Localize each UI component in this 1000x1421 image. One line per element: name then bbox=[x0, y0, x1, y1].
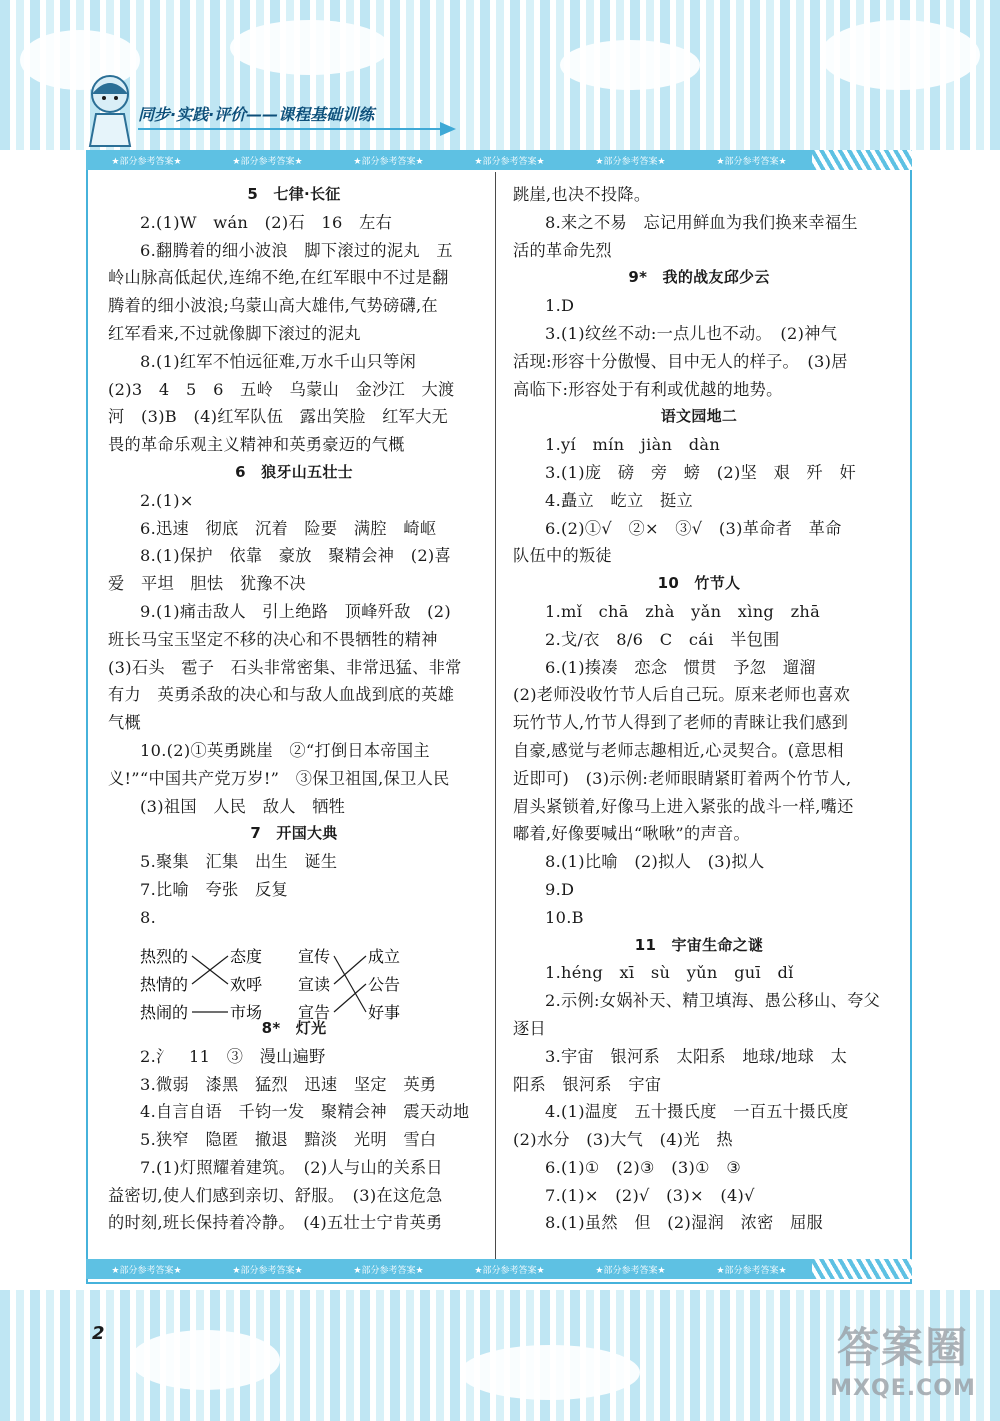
answer-line: 8.(1)红军不怕远征难,万水千山只等闲 bbox=[140, 351, 417, 371]
section-heading: 语文园地二 bbox=[660, 407, 738, 426]
section-heading: 10 竹节人 bbox=[657, 574, 741, 593]
cloud-decoration bbox=[130, 1330, 280, 1390]
answer-line: 6.(2)①√ ②× ③√ (3)革命者 革命 bbox=[545, 518, 842, 538]
answer-line: 9.D bbox=[545, 879, 575, 899]
answer-line: 6.翻腾着的细小波浪 脚下滚过的泥丸 五 bbox=[140, 240, 453, 260]
answer-line: 8.(1)比喻 (2)拟人 (3)拟人 bbox=[545, 852, 765, 872]
header-underline bbox=[138, 128, 448, 130]
match-right-word: 宣传 bbox=[298, 947, 331, 966]
match-left-target: 态度 bbox=[230, 947, 263, 966]
answer-line: (2)3 4 5 6 五岭 乌蒙山 金沙江 大渡 bbox=[108, 379, 455, 399]
right-column bbox=[513, 181, 885, 1237]
strip-label: ★部分参考答案★ bbox=[716, 156, 787, 167]
section-heading: 7 开国大典 bbox=[250, 824, 338, 843]
answer-line: 班长马宝玉坚定不移的决心和不畏牺牲的精神 bbox=[108, 629, 438, 649]
match-right-target: 成立 bbox=[368, 947, 401, 966]
answer-line: 气概 bbox=[108, 713, 141, 733]
answer-line: 7.(1)灯照耀着建筑。 (2)人与山的关系日 bbox=[140, 1157, 443, 1177]
cloud-decoration bbox=[560, 40, 700, 90]
header-title: 同步·实践·评价——课程基础训练 bbox=[138, 105, 375, 124]
answer-line: 6.(1)① (2)③ (3)① ③ bbox=[545, 1157, 742, 1177]
answer-line: 1.yí mín jiàn dàn bbox=[545, 435, 721, 455]
column-divider bbox=[495, 172, 496, 1259]
answer-line: 岭山脉高低起伏,连绵不绝,在红军眼中不过是翻 bbox=[108, 268, 449, 288]
answer-line: 玩竹节人,竹节人得到了老师的青睐让我们感到 bbox=[513, 713, 849, 733]
answer-line: 7.(1)× (2)√ (3)× (4)√ bbox=[545, 1185, 755, 1205]
answer-line: 5.聚集 汇集 出生 诞生 bbox=[140, 852, 338, 872]
strip-label: ★部分参考答案★ bbox=[111, 1265, 182, 1276]
match-right-word: 宣读 bbox=[298, 975, 331, 994]
answer-line: 10.B bbox=[545, 907, 584, 927]
answer-line: 跳崖,也决不投降。 bbox=[513, 185, 651, 204]
match-right-target: 好事 bbox=[368, 1003, 401, 1022]
strip-label: ★部分参考答案★ bbox=[474, 1265, 545, 1276]
answer-line: 6.迅速 彻底 沉着 险要 满腔 崎岖 bbox=[140, 518, 437, 538]
answer-line: 活现:形容十分傲慢、目中无人的样子。 (3)居 bbox=[513, 351, 848, 371]
header-arrow-icon bbox=[440, 122, 456, 136]
watermark-logo bbox=[818, 1322, 988, 1414]
answer-line: (2)老师没收竹节人后自己玩。原来老师也喜欢 bbox=[513, 685, 851, 705]
answer-line: 腾着的细小波浪;乌蒙山高大雄伟,气势磅礴,在 bbox=[108, 296, 438, 316]
mascot-girl-icon bbox=[80, 70, 140, 148]
strip-hatch bbox=[812, 1259, 912, 1279]
answer-line: 9.(1)痛击敌人 引上绝路 顶峰歼敌 (2) bbox=[140, 601, 452, 621]
match-line bbox=[334, 956, 366, 1012]
answer-line: (3)祖国 人民 敌人 牺牲 bbox=[140, 796, 346, 816]
bottom-label-strip bbox=[86, 1259, 912, 1279]
strip-label: ★部分参考答案★ bbox=[232, 156, 303, 167]
answer-line: 2.(1)× bbox=[140, 490, 194, 510]
answer-line: 7.比喻 夸张 反复 bbox=[140, 879, 288, 899]
match-left-word: 热烈的 bbox=[140, 947, 189, 966]
watermark-url: MXQE.COM bbox=[830, 1376, 976, 1401]
word-matching-exercise bbox=[140, 944, 420, 1028]
strip-hatch bbox=[812, 150, 912, 170]
answer-line: 逐日 bbox=[513, 1018, 546, 1038]
match-left-word: 热情的 bbox=[140, 975, 189, 994]
answer-line: 8. bbox=[140, 907, 157, 927]
section-heading: 11 宇宙生命之谜 bbox=[634, 935, 764, 954]
strip-label: ★部分参考答案★ bbox=[232, 1265, 303, 1276]
cloud-decoration bbox=[820, 20, 980, 90]
match-left-word: 热闹的 bbox=[140, 1003, 189, 1022]
answer-line: 2.(1)W wán (2)石 16 左右 bbox=[140, 212, 393, 232]
strip-label: ★部分参考答案★ bbox=[595, 156, 666, 167]
answer-line: 河 (3)B (4)红军队伍 露出笑脸 红军大无 bbox=[108, 407, 449, 427]
answer-line: 高临下:形容处于有利或优越的地势。 bbox=[513, 379, 783, 399]
match-left-target: 欢呼 bbox=[230, 975, 263, 994]
strip-label: ★部分参考答案★ bbox=[595, 1265, 666, 1276]
answer-line: 8.(1)保护 依靠 豪放 聚精会神 (2)喜 bbox=[140, 546, 452, 566]
strip-label: ★部分参考答案★ bbox=[111, 156, 182, 167]
answer-line: 3.(1)庞 磅 旁 螃 (2)坚 艰 歼 奸 bbox=[545, 462, 857, 482]
cloud-decoration bbox=[230, 20, 390, 75]
answer-line: 队伍中的叛徒 bbox=[513, 546, 612, 566]
section-heading: 8* 灯光 bbox=[261, 1018, 327, 1037]
answer-line: 4.自言自语 千钧一发 聚精会神 震天动地 bbox=[140, 1102, 470, 1122]
answer-line: 益密切,使人们感到亲切、舒服。 (3)在这危急 bbox=[108, 1185, 443, 1205]
answer-line: 8.(1)虽然 但 (2)湿润 浓密 屈服 bbox=[545, 1213, 824, 1233]
top-label-strip bbox=[86, 150, 912, 170]
answer-line: 1.héng xī sù yǔn guī dǐ bbox=[545, 963, 794, 983]
strip-label: ★部分参考答案★ bbox=[474, 156, 545, 167]
answer-line: 爱 平坦 胆怯 犹豫不决 bbox=[108, 574, 306, 594]
match-line bbox=[334, 956, 366, 984]
answer-line: 5.狭窄 隐匿 撤退 黯淡 光明 雪白 bbox=[140, 1130, 437, 1150]
answer-line: 4.矗立 屹立 挺立 bbox=[545, 490, 693, 510]
answer-line: 畏的革命乐观主义精神和英勇豪迈的气概 bbox=[108, 435, 405, 455]
answer-line: 近即可) (3)示例:老师眼睛紧盯着两个竹节人, bbox=[513, 768, 852, 788]
answer-line: 阳系 银河系 宇宙 bbox=[513, 1074, 662, 1094]
answer-line: 1.mǐ chā zhà yǎn xìng zhā bbox=[545, 601, 821, 621]
answer-line: 3.宇宙 银河系 太阳系 地球/地球 太 bbox=[545, 1046, 848, 1066]
match-line bbox=[334, 984, 366, 1012]
answer-line: 2.氵 11 ③ 漫山遍野 bbox=[140, 1046, 326, 1066]
strip-label: ★部分参考答案★ bbox=[353, 156, 424, 167]
strip-label: ★部分参考答案★ bbox=[353, 1265, 424, 1276]
cloud-decoration bbox=[460, 1345, 640, 1400]
answer-line: 义!”“中国共产党万岁!” ③保卫祖国,保卫人民 bbox=[108, 768, 450, 788]
answer-line: 4.(1)温度 五十摄氏度 一百五十摄氏度 bbox=[545, 1102, 849, 1122]
answer-line: 有力 英勇杀敌的决心和与敌人血战到底的英雄 bbox=[108, 685, 455, 705]
answer-line: (2)水分 (3)大气 (4)光 热 bbox=[513, 1130, 733, 1150]
watermark-title: 答案圈 bbox=[836, 1323, 969, 1372]
match-right-word: 宣告 bbox=[298, 1003, 331, 1022]
answer-line: 活的革命先烈 bbox=[513, 240, 612, 260]
answer-line: 2.示例:女娲补天、精卫填海、愚公移山、夸父 bbox=[545, 991, 881, 1011]
strip-label: ★部分参考答案★ bbox=[716, 1265, 787, 1276]
answer-line: 3.(1)纹丝不动:一点儿也不动。 (2)神气 bbox=[545, 323, 838, 343]
match-left-target: 市场 bbox=[230, 1003, 263, 1022]
page-number: 2 bbox=[92, 1323, 105, 1344]
answer-line: 的时刻,班长保持着冷静。 (4)五壮士宁肯英勇 bbox=[108, 1213, 443, 1233]
answer-line: 8.来之不易 忘记用鲜血为我们换来幸福生 bbox=[545, 212, 858, 232]
answer-line: 10.(2)①英勇跳崖 ②“打倒日本帝国主 bbox=[140, 740, 430, 760]
answer-line: 3.微弱 漆黑 猛烈 迅速 坚定 英勇 bbox=[140, 1074, 437, 1094]
answer-line: 红军看来,不过就像脚下滚过的泥丸 bbox=[108, 323, 361, 343]
section-heading: 6 狼牙山五壮士 bbox=[235, 462, 353, 481]
answer-line: 眉头紧锁着,好像马上进入紧张的战斗一样,嘴还 bbox=[513, 796, 854, 816]
section-heading: 9* 我的战友邱少云 bbox=[628, 268, 770, 287]
answer-line: 2.戈/衣 8/6 C cái 半包围 bbox=[545, 629, 780, 649]
match-right-target: 公告 bbox=[368, 975, 401, 994]
answer-line: 1.D bbox=[545, 296, 575, 316]
answer-line: 6.(1)揍凑 恋念 惯贯 予忽 遛溜 bbox=[545, 657, 816, 677]
answer-line: 嘟着,好像要喊出“啾啾”的声音。 bbox=[513, 824, 750, 844]
section-heading: 5 七律·长征 bbox=[247, 185, 341, 203]
answer-line: (3)石头 雹子 石头非常密集、非常迅猛、非常 bbox=[108, 657, 462, 677]
answer-line: 自豪,感觉与老师志趣相近,心灵契合。(意思相 bbox=[513, 740, 844, 760]
left-column bbox=[108, 181, 480, 1237]
